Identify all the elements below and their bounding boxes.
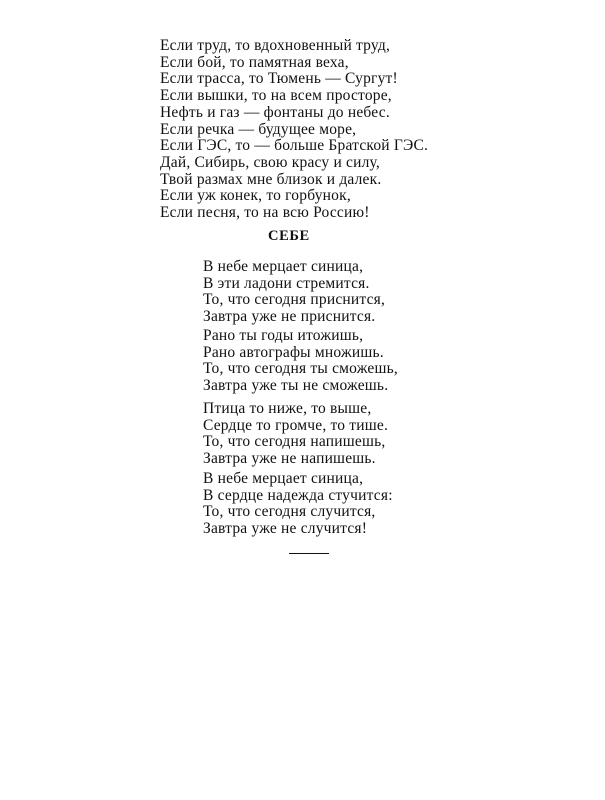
poem-stanza	[203, 401, 388, 467]
poem-stanza	[203, 328, 398, 394]
poem-line: В сердце надежда стучится:	[203, 486, 393, 504]
poem-line: Если трасса, то Тюмень — Сургут!	[160, 70, 398, 88]
previous-poem-stanza	[160, 38, 428, 222]
poem-line: Твой размах мне близок и далек.	[160, 170, 382, 188]
poem-title: СЕБЕ	[268, 228, 310, 244]
poem-line: В эти ладони стремится.	[203, 274, 370, 292]
poem-line: Рано автографы множишь.	[203, 343, 384, 361]
poem-line: Если речка — будущее море,	[160, 120, 357, 138]
poem-line: То, что сегодня напишешь,	[203, 433, 386, 451]
poem-line: То, что сегодня случится,	[203, 503, 376, 521]
poem-line: Завтра уже не приснится.	[203, 307, 376, 325]
poem-line: В небе мерцает синица,	[203, 258, 364, 275]
poem-line: Завтра уже не напишешь.	[203, 449, 376, 467]
poem-line: Если ГЭС, то — больше Братской ГЭС.	[160, 137, 429, 155]
poem-line: Если уж конек, то горбунок,	[160, 187, 351, 205]
poem-line: Если песня, то на всю Россию!	[160, 204, 370, 222]
poem-line: В небе мерцает синица,	[203, 470, 364, 487]
poem-line: То, что сегодня ты сможешь,	[203, 360, 398, 378]
poem-line: Рано ты годы итожишь,	[203, 327, 364, 344]
poem-line: Если бой, то памятная веха,	[160, 53, 349, 71]
poem-line: То, что сегодня приснится,	[203, 291, 386, 309]
poem-stanza	[203, 471, 393, 537]
poem-line: Если вышки, то на всем просторе,	[160, 87, 392, 105]
poem-line: Дай, Сибирь, свою красу и силу,	[160, 153, 380, 171]
end-divider	[289, 553, 329, 554]
poem-line: Завтра уже не случится!	[203, 519, 368, 537]
poem-line: Завтра уже ты не сможешь.	[203, 376, 389, 394]
poem-line: Если труд, то вдохновенный труд,	[160, 37, 391, 54]
poem-line: Нефть и газ — фонтаны до небес.	[160, 103, 390, 121]
poem-line: Сердце то громче, то тише.	[203, 416, 389, 434]
poem-line: Птица то ниже, то выше,	[203, 400, 372, 417]
poem-stanza	[203, 259, 385, 325]
